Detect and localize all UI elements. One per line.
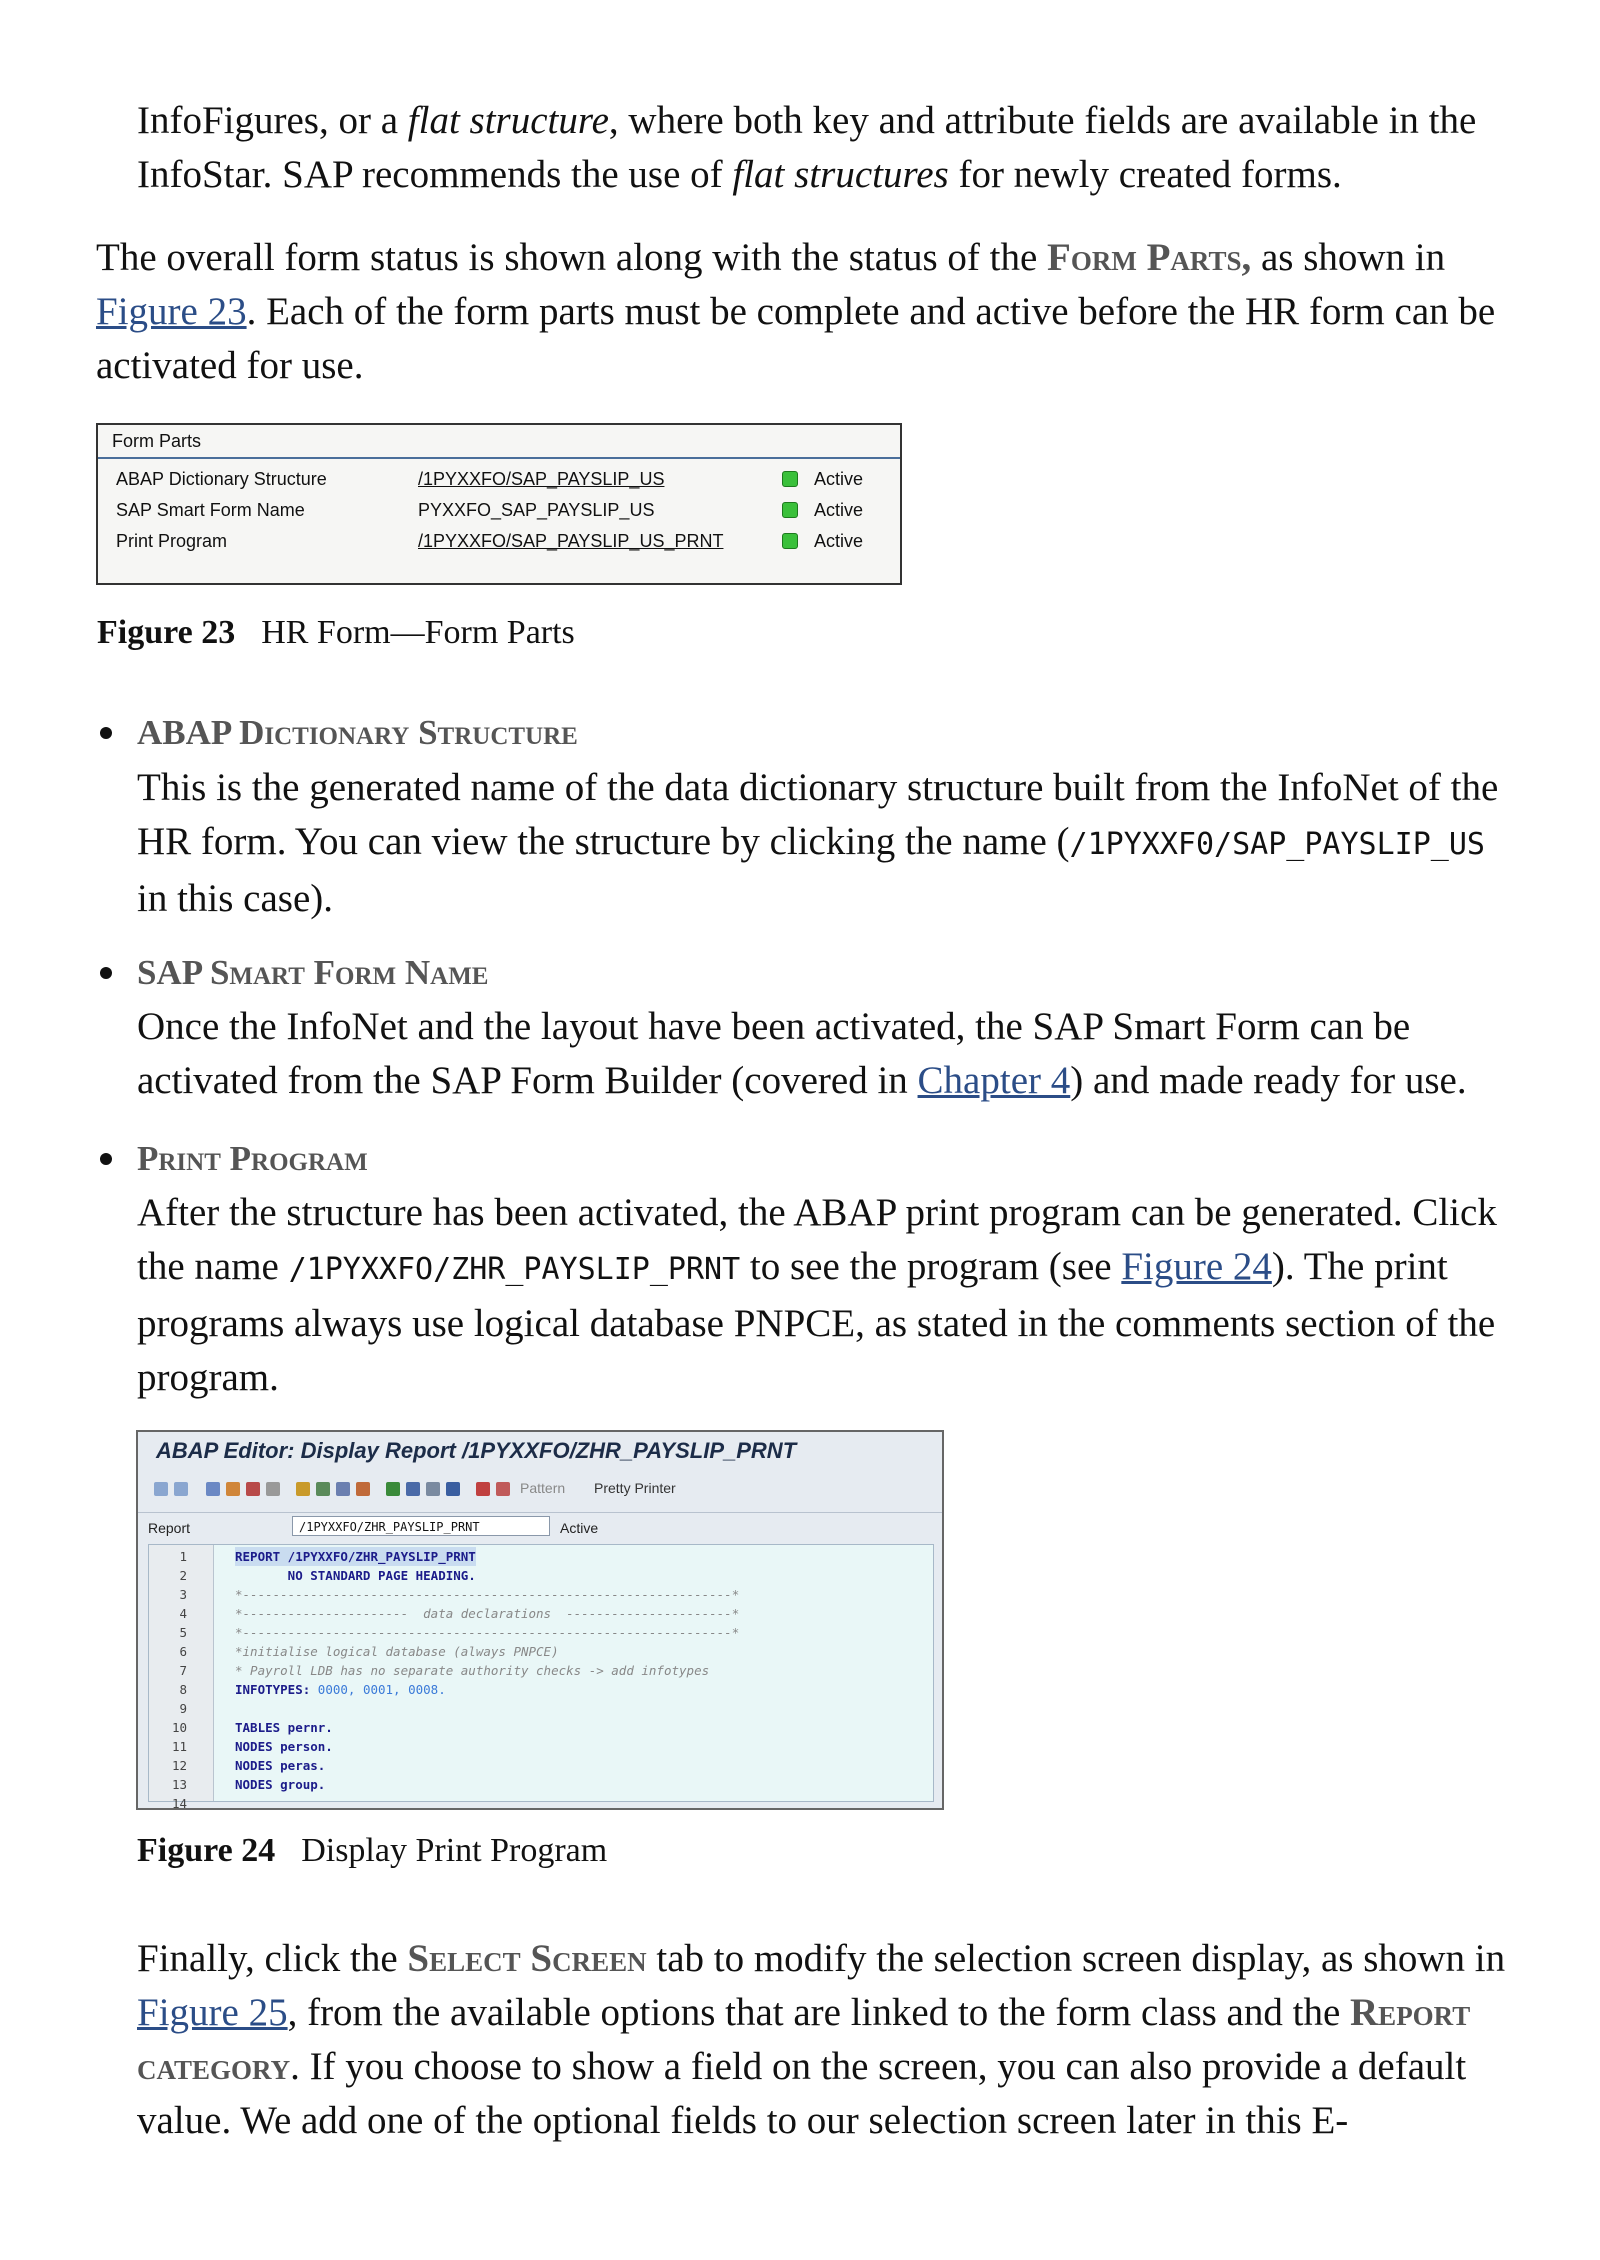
text: Once the InfoNet and the layout have been activated, the SAP Smart Form can be activated from the SAP Form Builder (covered in [137,1005,1411,1102]
test-icon[interactable] [296,1482,310,1496]
form-part-row [98,527,900,557]
back-icon[interactable] [154,1482,168,1496]
navigation-icon[interactable] [356,1482,370,1496]
text: , where both key and attribute fields are available in the InfoStar. SAP recommends the use of [137,99,1477,196]
code-line [149,1661,933,1680]
caption-text: Display Print Program [301,1832,608,1869]
info-icon[interactable] [446,1482,460,1496]
pattern-button[interactable]: Pattern [520,1480,566,1496]
line-number: 11 [171,1739,187,1754]
caption-label: Figure 24 [137,1832,276,1869]
code-line [149,1756,933,1775]
text: as shown in [1251,236,1446,279]
text: Finally, click the [137,1937,408,1980]
line-number: 8 [179,1682,187,1697]
text: The overall form status is shown along with the status of the [96,236,1048,279]
code-text: /1PYXXF0/SAP_PAYSLIP_US [1069,827,1485,862]
text: , from the available options that are linked to the form class and the [287,1991,1351,2034]
editor-toolbar [148,1476,932,1502]
form-parts-header: Form Parts [112,431,202,451]
text: . If you choose to show a field on the screen, you can also provide a default value. We add one of the optional fields to our selection screen later in this E- [137,2045,1467,2142]
caption-text: HR Form—Form Parts [261,614,575,651]
text: InfoFigures, or a [137,99,408,142]
code-line [149,1794,933,1810]
status-light-icon [782,471,798,487]
text: After the structure has been activated, the ABAP print program can be generated. Click the name [137,1191,1497,1288]
form-part-label: ABAP Dictionary Structure [116,469,327,489]
text: This is the generated name of the data dictionary structure built from the InfoNet of the HR form. You can view the structure by clicking the name ( [137,766,1499,863]
line-number: 13 [171,1777,187,1792]
ui-term: Form Parts, [1047,236,1252,279]
line-number: 1 [179,1549,187,1564]
object-list-icon[interactable] [336,1482,350,1496]
figure-24-caption [137,1832,607,1870]
form-status-paragraph [96,231,1516,393]
check-icon[interactable] [246,1482,260,1496]
line-number: 9 [179,1701,187,1716]
activate-icon[interactable] [266,1482,280,1496]
figure-25-link[interactable]: Figure 25 [137,1991,288,2034]
form-part-label: SAP Smart Form Name [116,500,305,520]
status-light-icon [782,502,798,518]
line-number: 12 [171,1758,187,1773]
line-number: 6 [179,1644,187,1659]
form-part-label: Print Program [116,531,228,551]
bullet-heading: Print Program [137,1139,368,1178]
pretty-printer-button[interactable]: Pretty Printer [594,1480,676,1496]
code-text: REPORT /1PYXXFO/ZHR_PAYSLIP_PRNT [235,1549,476,1564]
code-line [149,1699,933,1718]
code-text: *-----------------------------------------------------------------* [235,1625,740,1640]
report-label: Report [148,1520,191,1536]
italic-term: flat structures [732,153,949,196]
forward-icon[interactable] [174,1482,188,1496]
status-light-icon [782,533,798,549]
text: for newly created forms. [948,153,1342,196]
header-divider [98,457,900,459]
figure-23-caption [97,614,575,652]
ui-term: Report category [137,1991,1471,2088]
code-text: NODES person. [235,1739,333,1754]
code-text: *initialise logical database (always PNPCE) [235,1644,559,1659]
breakpoint-icon[interactable] [476,1482,490,1496]
code-text: * Payroll LDB has no separate authority checks -> add infotypes [235,1663,710,1678]
code-editor[interactable] [148,1544,934,1810]
text: ). The print programs always use logical database PNPCE, as stated in the comments section of the program. [137,1245,1496,1399]
text: to see the program (see [740,1245,1122,1288]
bullet-heading: ABAP Dictionary Structure [137,713,578,752]
bullet-paragraph [137,1186,1517,1405]
code-line [149,1680,933,1699]
debug-icon[interactable] [406,1482,420,1496]
italic-term: flat structure [407,99,609,142]
toolbar-divider [138,1512,942,1513]
report-status: Active [560,1520,599,1536]
where-used-icon[interactable] [316,1482,330,1496]
form-part-status: Active [814,469,864,489]
code-text: NODES group. [235,1777,326,1792]
line-number: 2 [179,1568,187,1583]
line-number: 10 [171,1720,187,1735]
hierarchy-icon[interactable] [386,1482,400,1496]
text: in this case). [137,877,334,920]
text: . Each of the form parts must be complete and active before the HR form can be activated for use. [96,290,1496,387]
bullet-icon [100,967,112,979]
code-text: TABLES pernr. [235,1720,333,1735]
watchpoint-icon[interactable] [496,1482,510,1496]
figure-23-link[interactable]: Figure 23 [96,290,247,333]
bullet-heading: SAP Smart Form Name [137,953,489,992]
code-line [149,1623,933,1642]
editor-title: ABAP Editor: Display Report /1PYXXFO/ZHR_PAYSLIP_PRNT [156,1438,797,1463]
bullet-paragraph [137,1000,1537,1108]
text: ) and made ready for use. [1070,1059,1467,1102]
ui-term: Select Screen [407,1937,647,1980]
code-line [149,1775,933,1794]
display-change-icon[interactable] [226,1482,240,1496]
bullet-icon [100,727,112,739]
intro-paragraph [137,94,1537,202]
form-part-value: PYXXFO_SAP_PAYSLIP_US [418,500,655,520]
report-name-field[interactable]: /1PYXXFO/ZHR_PAYSLIP_PRNT [292,1516,550,1536]
code-text: INFOTYPES: 0000, 0001, 0008. [235,1682,446,1697]
line-number: 14 [171,1796,187,1810]
bullet-icon [100,1153,112,1165]
line-number: 5 [179,1625,187,1640]
line-number: 3 [179,1587,187,1602]
other-object-icon[interactable] [206,1482,220,1496]
line-number: 4 [179,1606,187,1621]
figure-24-abap-editor [136,1430,944,1810]
code-text: NO STANDARD PAGE HEADING. [235,1568,476,1583]
form-part-row [98,465,900,495]
caption-label: Figure 23 [97,614,236,651]
form-part-value-link[interactable]: /1PYXXFO/SAP_PAYSLIP_US_PRNT [418,531,724,551]
line-number: 7 [179,1663,187,1678]
bullet-paragraph [137,761,1517,926]
code-text: *-----------------------------------------------------------------* [235,1587,740,1602]
code-line [149,1585,933,1604]
code-text: /1PYXXFO/ZHR_PAYSLIP_PRNT [288,1252,741,1287]
frame-icon[interactable] [426,1482,440,1496]
code-line [149,1642,933,1661]
form-part-status: Active [814,500,864,520]
code-text: *---------------------- data declarations ----------------------* [235,1606,740,1621]
code-text: NODES peras. [235,1758,326,1773]
form-part-status: Active [814,531,864,551]
code-line [149,1718,933,1737]
final-paragraph [137,1932,1537,2148]
code-line [149,1737,933,1756]
form-part-row [98,496,900,526]
figure-23-form-parts [96,423,902,585]
figure-24-link[interactable]: Figure 24 [1121,1245,1272,1288]
code-line [149,1547,933,1566]
form-part-value-link[interactable]: /1PYXXFO/SAP_PAYSLIP_US [418,469,665,489]
code-line [149,1566,933,1585]
text: tab to modify the selection screen display, as shown in [646,1937,1506,1980]
chapter-4-link[interactable]: Chapter 4 [917,1059,1071,1102]
code-line [149,1604,933,1623]
